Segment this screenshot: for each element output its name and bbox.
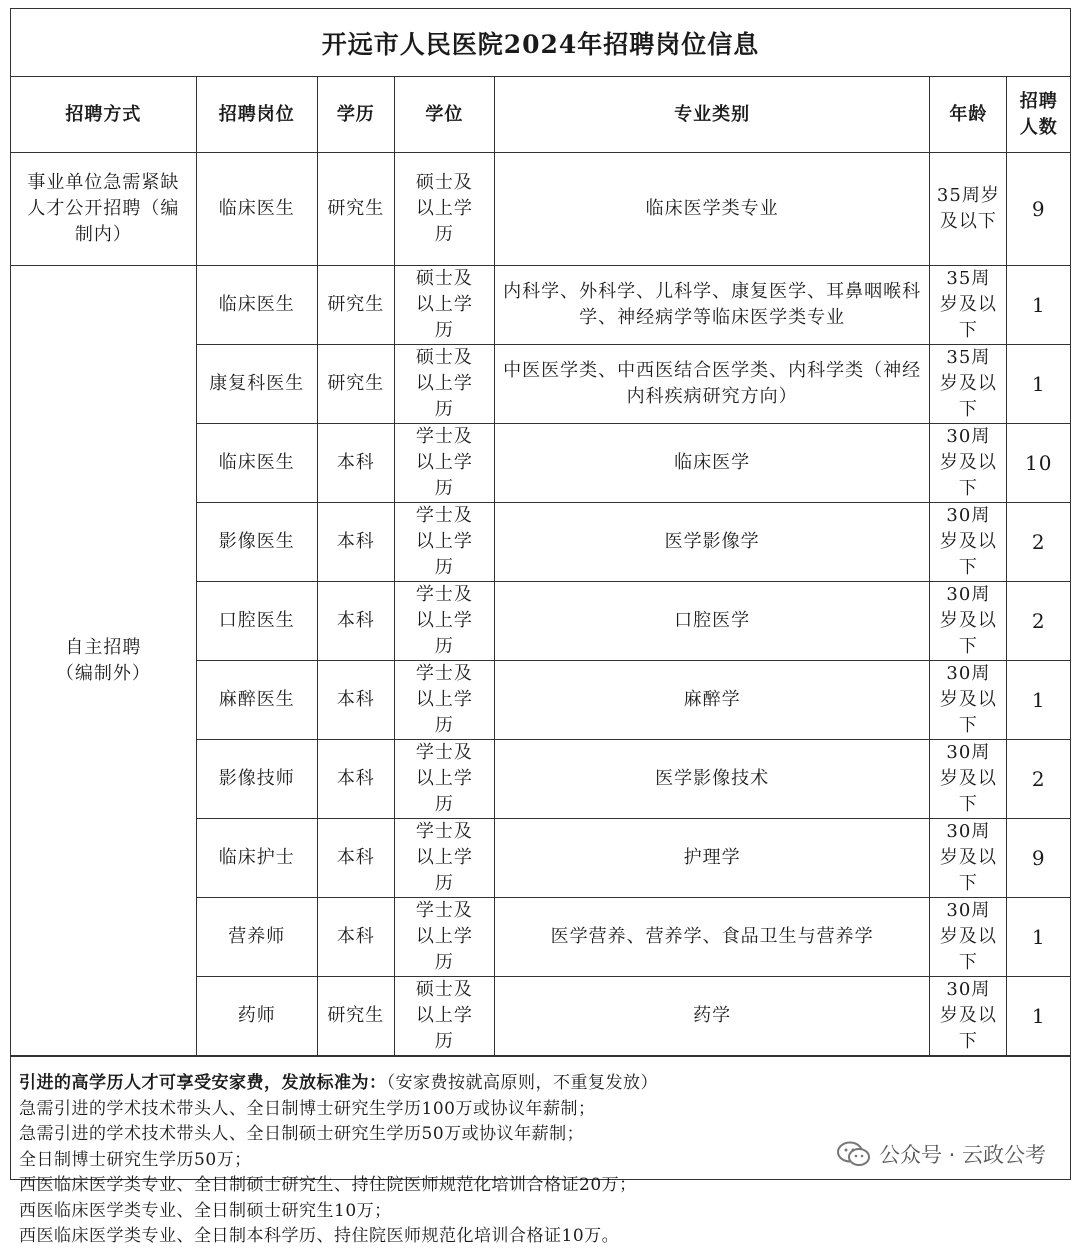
age-cell: 30周岁及以下 [930, 503, 1007, 582]
count-cell: 1 [1007, 266, 1070, 345]
major-cell: 护理学 [494, 819, 929, 898]
table-row [11, 153, 1070, 266]
table-header-row [11, 77, 1070, 153]
age-cell: 30周岁及以下 [930, 661, 1007, 740]
education-cell: 研究生 [317, 977, 394, 1056]
degree-cell: 学士及以上学历 [394, 503, 494, 582]
table-row [11, 266, 1070, 345]
education-cell: 本科 [317, 582, 394, 661]
education-cell: 研究生 [317, 153, 394, 266]
post-cell: 临床护士 [196, 819, 317, 898]
notes-line: 全日制博士研究生学历50万； [19, 1149, 252, 1170]
count-cell: 10 [1007, 424, 1070, 503]
age-cell: 30周岁及以下 [930, 819, 1007, 898]
age-cell: 35周岁及以下 [930, 266, 1007, 345]
education-cell: 研究生 [317, 266, 394, 345]
method-cell: 事业单位急需紧缺人才公开招聘（编制内） [11, 153, 196, 266]
notes-lead-line [19, 1071, 1062, 1097]
count-cell: 9 [1007, 819, 1070, 898]
post-cell: 麻醉医生 [196, 661, 317, 740]
notes-lead-note: （安家费按就高原则，不重复发放） [386, 1073, 658, 1093]
education-cell: 本科 [317, 898, 394, 977]
age-cell: 30周岁及以下 [930, 740, 1007, 819]
notes-line: 西医临床医学类专业、全日制硕士研究生10万； [19, 1200, 392, 1221]
count-cell: 2 [1007, 503, 1070, 582]
education-cell: 本科 [317, 740, 394, 819]
count-cell: 1 [1007, 345, 1070, 424]
degree-cell: 学士及以上学历 [394, 898, 494, 977]
recruitment-sheet [10, 8, 1071, 1246]
count-cell: 1 [1007, 661, 1070, 740]
major-cell: 药学 [494, 977, 929, 1056]
major-cell: 医学营养、营养学、食品卫生与营养学 [494, 898, 929, 977]
wechat-icon [837, 1141, 871, 1167]
post-cell: 药师 [196, 977, 317, 1056]
header-age: 年龄 [930, 77, 1007, 153]
degree-cell: 学士及以上学历 [394, 582, 494, 661]
major-cell: 中医医学类、中西医结合医学类、内科学类（神经内科疾病研究方向） [494, 345, 929, 424]
notes-line: 急需引进的学术技术带头人、全日制硕士研究生学历50万或协议年薪制； [19, 1124, 585, 1144]
degree-cell: 学士及以上学历 [394, 740, 494, 819]
post-cell: 营养师 [196, 898, 317, 977]
post-cell: 临床医生 [196, 266, 317, 345]
header-education: 学历 [317, 77, 394, 153]
age-cell: 30周岁及以下 [930, 898, 1007, 977]
age-cell: 30周岁及以下 [930, 977, 1007, 1056]
degree-cell: 硕士及以上学历 [394, 345, 494, 424]
degree-cell: 硕士及以上学历 [394, 977, 494, 1056]
major-cell: 临床医学类专业 [494, 153, 929, 266]
education-cell: 本科 [317, 819, 394, 898]
notes-line: 西医临床医学类专业、全日制本科学历、持住院医师规范化培训合格证10万。 [19, 1226, 620, 1246]
degree-cell: 硕士及以上学历 [394, 266, 494, 345]
count-cell: 1 [1007, 977, 1070, 1056]
header-degree: 学位 [394, 77, 494, 153]
age-cell: 35周岁及以下 [930, 345, 1007, 424]
header-post: 招聘岗位 [196, 77, 317, 153]
education-cell: 本科 [317, 503, 394, 582]
header-count: 招聘人数 [1007, 77, 1070, 153]
header-method: 招聘方式 [11, 77, 196, 153]
age-cell: 30周岁及以下 [930, 424, 1007, 503]
count-cell: 9 [1007, 153, 1070, 266]
count-cell: 2 [1007, 740, 1070, 819]
watermark [837, 1139, 1046, 1169]
major-cell: 医学影像技术 [494, 740, 929, 819]
degree-cell: 硕士及以上学历 [394, 153, 494, 266]
education-cell: 本科 [317, 661, 394, 740]
post-cell: 临床医生 [196, 153, 317, 266]
notes-line: 西医临床医学类专业、全日制硕士研究生、持住院医师规范化培训合格证20万； [19, 1175, 637, 1195]
notes-lead: 引进的高学历人才可享受安家费，发放标准为： [19, 1073, 387, 1093]
degree-cell: 学士及以上学历 [394, 819, 494, 898]
degree-cell: 学士及以上学历 [394, 661, 494, 740]
recruitment-table [11, 77, 1070, 1056]
page-title: 开远市人民医院2024年招聘岗位信息 [11, 9, 1070, 77]
education-cell: 研究生 [317, 345, 394, 424]
post-cell: 临床医生 [196, 424, 317, 503]
major-cell: 口腔医学 [494, 582, 929, 661]
degree-cell: 学士及以上学历 [394, 424, 494, 503]
post-cell: 影像医生 [196, 503, 317, 582]
major-cell: 内科学、外科学、儿科学、康复医学、耳鼻咽喉科学、神经病学等临床医学类专业 [494, 266, 929, 345]
count-cell: 1 [1007, 898, 1070, 977]
count-cell: 2 [1007, 582, 1070, 661]
post-cell: 影像技师 [196, 740, 317, 819]
age-cell: 35周岁及以下 [930, 153, 1007, 266]
major-cell: 医学影像学 [494, 503, 929, 582]
post-cell: 康复科医生 [196, 345, 317, 424]
education-cell: 本科 [317, 424, 394, 503]
method-cell: 自主招聘（编制外） [11, 266, 196, 1056]
major-cell: 麻醉学 [494, 661, 929, 740]
age-cell: 30周岁及以下 [930, 582, 1007, 661]
notes-line: 急需引进的学术技术带头人、全日制博士研究生学历100万或协议年薪制； [19, 1098, 596, 1119]
watermark-text: 公众号 · 云政公考 [878, 1143, 1046, 1167]
major-cell: 临床医学 [494, 424, 929, 503]
post-cell: 口腔医生 [196, 582, 317, 661]
header-major: 专业类别 [494, 77, 929, 153]
